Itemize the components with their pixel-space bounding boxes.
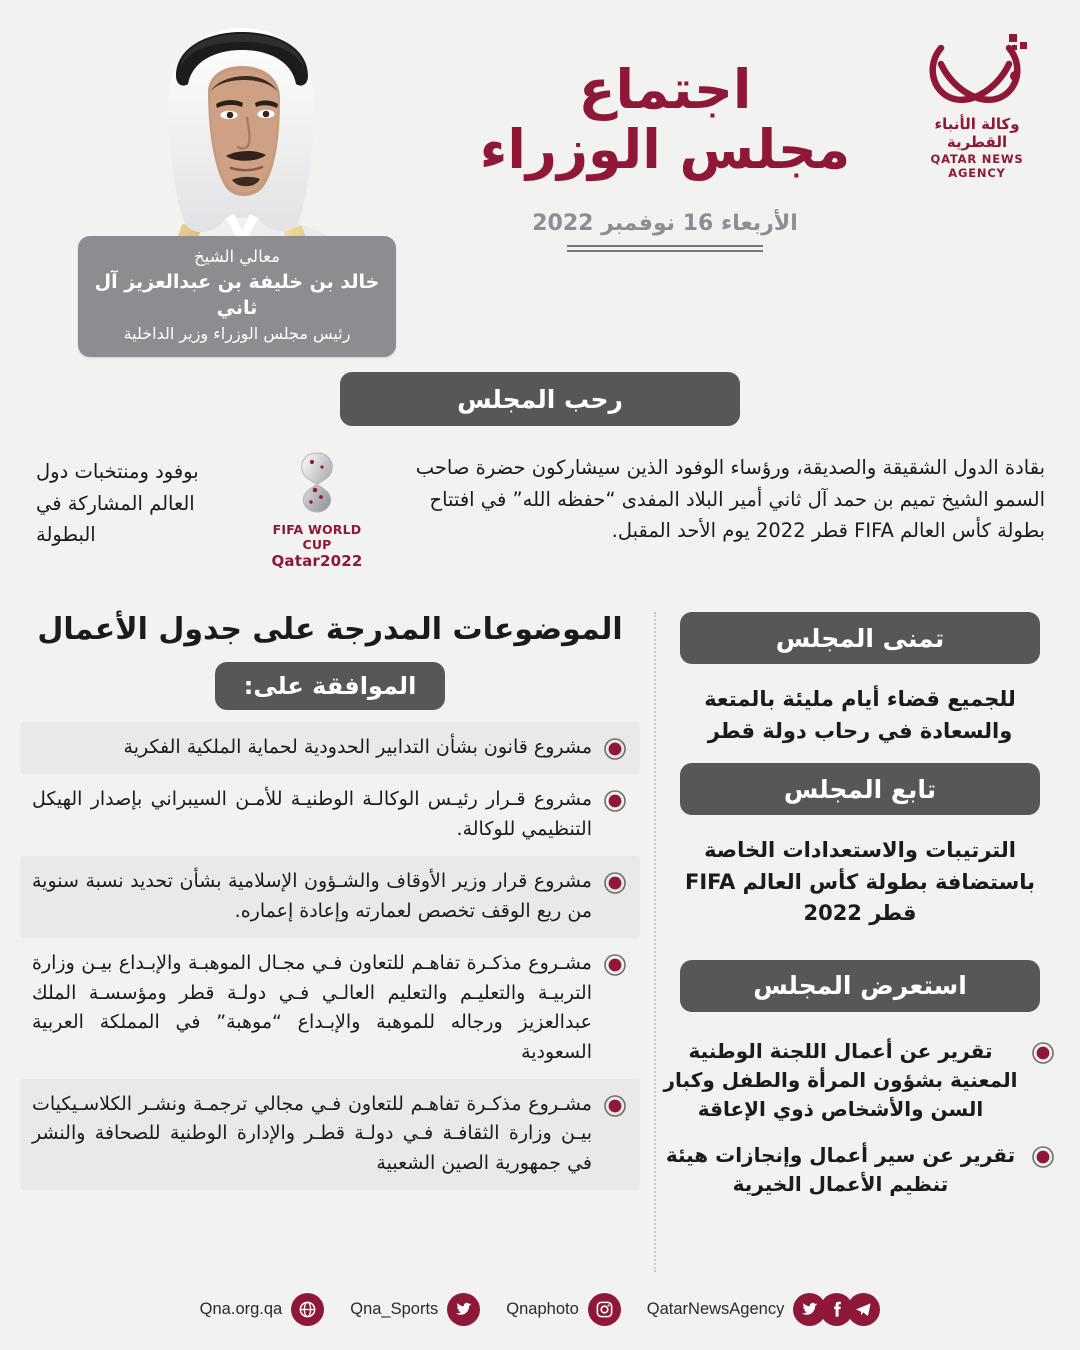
column-divider bbox=[654, 612, 656, 1272]
council-section-heading-pill bbox=[680, 960, 1040, 1012]
title-block bbox=[430, 60, 900, 252]
council-section-body: الترتيبات والاستعدادات الخاصة باستضافة بطولة كأس العالم FIFA قطر 2022 bbox=[684, 838, 1036, 925]
publication-date: الأربعاء 16 نوفمبر 2022 bbox=[532, 210, 798, 236]
instagram-icon[interactable] bbox=[588, 1293, 621, 1326]
bullet-icon bbox=[604, 790, 626, 812]
fifa-logo-line1: FIFA WORLD CUP bbox=[272, 522, 362, 552]
fifa-world-cup-logo bbox=[258, 450, 376, 570]
page-title-line1: اجتماع bbox=[578, 58, 752, 121]
council-section-heading-pill bbox=[680, 763, 1040, 815]
footer-social-bar bbox=[0, 1293, 1080, 1326]
globe-icon[interactable] bbox=[291, 1293, 324, 1326]
council-section-heading-label: تابع المجلس bbox=[783, 774, 937, 804]
social-group-sports bbox=[324, 1293, 480, 1326]
agenda-list bbox=[20, 722, 640, 1190]
header bbox=[0, 0, 1080, 360]
bullet-icon bbox=[1032, 1146, 1054, 1168]
official-role: رئيس مجلس الوزراء وزير الداخلية bbox=[123, 323, 351, 343]
qna-logo bbox=[902, 28, 1052, 180]
bullet-icon bbox=[604, 954, 626, 976]
welcome-body-text: بقادة الدول الشقيقة والصديقة، ورؤساء الوفود الذين سيشاركون حضرة صاحب السمو الشيخ تميم بن حمد آل ثاني أمير البلاد المفدى “حفظه الله” في افتتاح بطولة كأس العالم FIFA قطر 2022 يوم الأحد المقبل. bbox=[415, 456, 1045, 543]
twitter-icon[interactable] bbox=[793, 1293, 826, 1326]
qna-logo-arabic: وكالة الأنباء القطرية bbox=[934, 115, 1020, 151]
agenda-list-item bbox=[20, 1079, 640, 1190]
agenda-item-text: مشـروع مذكـرة تفاهـم للتعاون فـي مجالي ترجمـة ونشـر الكلاسـيكيات بيـن وزارة الثقافـة فـي دولـة قطـر والإدارة الوطنية للصحافة والنشر في جمهورية الصين الشعبية bbox=[32, 1092, 592, 1174]
agenda-subheading-label: الموافقة على: bbox=[243, 672, 417, 700]
qna-logo-english: QATAR NEWS AGENCY bbox=[930, 152, 1024, 180]
council-section-body: للجميع قضاء أيام مليئة بالمتعة والسعادة في رحاب دولة قطر bbox=[704, 687, 1016, 743]
twitter-icon[interactable] bbox=[447, 1293, 480, 1326]
bullet-icon bbox=[604, 872, 626, 894]
website-url[interactable]: Qna.org.qa bbox=[199, 1300, 283, 1318]
council-section-heading-label: استعرض المجلس bbox=[753, 971, 967, 1000]
official-name-card bbox=[78, 236, 396, 357]
page-title-line2: مجلس الوزراء bbox=[479, 118, 851, 182]
agenda-item-text: مشروع قـرار رئيـس الوكالـة الوطنيـة للأمـن السيبراني بإصدار الهيكل التنظيمي للوكالة. bbox=[32, 788, 592, 840]
portrait-block bbox=[50, 18, 420, 343]
welcome-heading-label: رحب المجلس bbox=[457, 384, 623, 414]
council-list-item bbox=[660, 1030, 1060, 1134]
welcome-body-row bbox=[0, 448, 1080, 578]
social-group-main bbox=[621, 1293, 881, 1326]
social-handle-instagram[interactable]: Qnaphoto bbox=[506, 1300, 579, 1318]
social-group-instagram bbox=[480, 1293, 620, 1326]
agenda-list-item bbox=[20, 856, 640, 938]
social-handle-sports[interactable]: Qna_Sports bbox=[350, 1300, 439, 1318]
council-section-heading-pill bbox=[680, 612, 1040, 664]
official-name: خالد بن خليفة بن عبدالعزيز آل ثاني bbox=[94, 271, 380, 320]
date-divider bbox=[567, 245, 763, 252]
council-section-heading-label: تمنى المجلس bbox=[775, 623, 945, 653]
agenda-title: الموضوعات المدرجة على جدول الأعمال bbox=[37, 612, 623, 647]
council-review-list bbox=[660, 1012, 1060, 1209]
fifa-logo-line2: Qatar2022 bbox=[271, 552, 363, 570]
bullet-icon bbox=[604, 738, 626, 760]
council-item-text: تقرير عن أعمال اللجنة الوطنية المعنية بشؤون المرأة والطفل وكبار السن والأشخاص ذوي الإعاقة bbox=[663, 1038, 1018, 1121]
welcome-side-note: بوفود ومنتخبات دول العالم المشاركة في البطولة bbox=[36, 460, 199, 547]
agenda-list-item bbox=[20, 774, 640, 856]
agenda-item-text: مشروع قانون بشأن التدابير الحدودية لحماية الملكية الفكرية bbox=[123, 736, 592, 758]
council-item-text: تقرير عن سير أعمال وإنجازات هيئة تنظيم الأعمال الخيرية bbox=[665, 1142, 1016, 1196]
agenda-subheading-pill bbox=[215, 662, 445, 710]
social-group-website bbox=[200, 1293, 325, 1326]
social-handle-main[interactable]: QatarNewsAgency bbox=[646, 1300, 785, 1318]
bullet-icon bbox=[1032, 1042, 1054, 1064]
agenda-column bbox=[20, 612, 640, 1190]
bullet-icon bbox=[604, 1095, 626, 1117]
qna-atom-icon bbox=[921, 28, 1033, 112]
official-honorific: معالي الشيخ bbox=[194, 247, 280, 266]
welcome-heading-pill bbox=[340, 372, 740, 426]
agenda-item-text: مشروع قرار وزير الأوقاف والشـؤون الإسلامية بشأن تحديد نسبة سنوية من ريع الوقف تخصص لعمارته وإعادة إعماره. bbox=[32, 870, 592, 922]
council-column bbox=[660, 612, 1060, 1209]
council-list-item bbox=[660, 1134, 1060, 1209]
agenda-list-item bbox=[20, 938, 640, 1079]
agenda-list-item bbox=[20, 722, 640, 774]
agenda-item-text: مشـروع مذكـرة تفاهـم للتعاون فـي مجـال الموهبـة والإبـداع بيـن وزارة التربيـة والتعليـم والتعليم العالـي فـي دولـة قطر ومؤسسـة الملك عبدالعزيز ورجاله للموهبة والإبـداع “موهبة” في المملكة العربية السعودية bbox=[32, 952, 592, 1063]
fifa-trophy-icon bbox=[285, 450, 349, 516]
